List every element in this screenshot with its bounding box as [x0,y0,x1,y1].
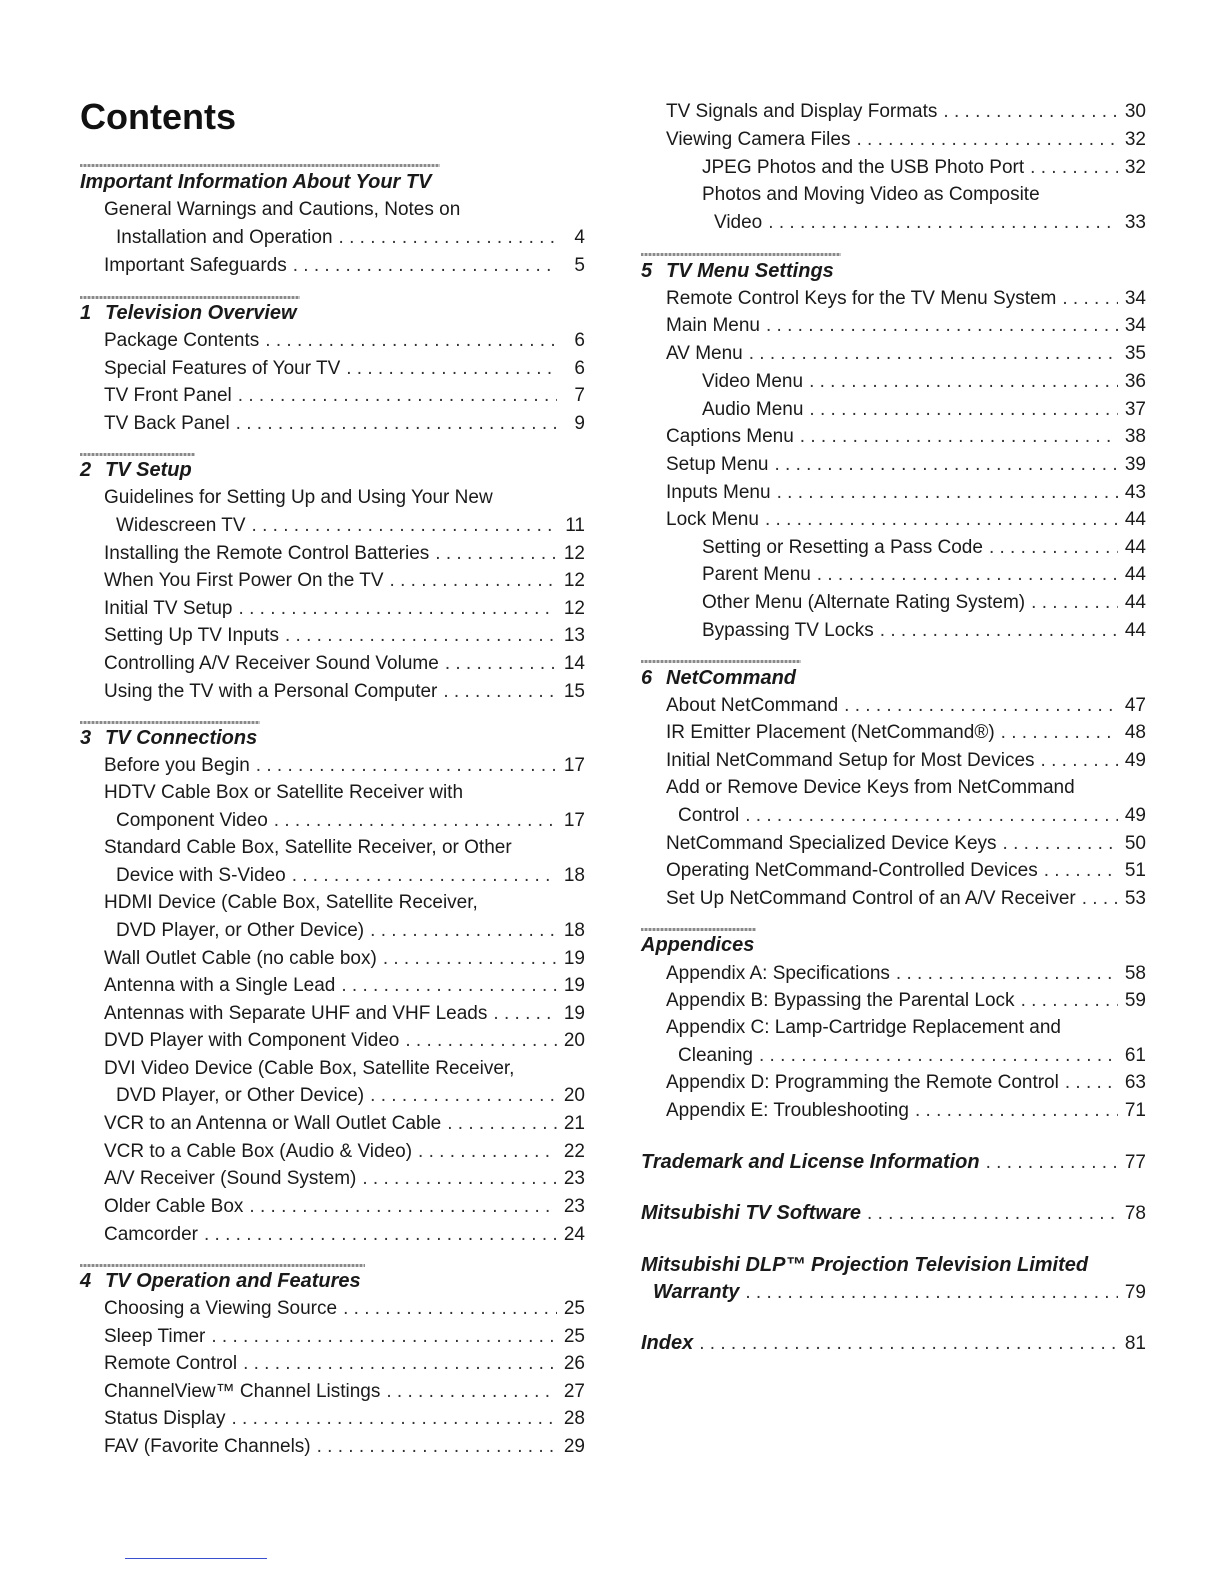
toc-entry[interactable]: Device with S-Video . . . 18 [116,863,585,889]
section-heading-television-overview[interactable]: 1 Television Overview [80,302,297,324]
toc-entry[interactable]: FAV (Favorite Channels) . . . 29 [104,1434,585,1460]
section-heading-netcommand[interactable]: 6 NetCommand [641,667,797,689]
toc-entry[interactable]: Appendix A: Specifications . . . 58 [666,961,1146,987]
toc-entry[interactable]: TV Back Panel . . . 9 [104,411,585,437]
toc-entry[interactable]: Guidelines for Setting Up and Using Your New [104,487,493,508]
toc-entry[interactable]: Viewing Camera Files . . . 32 [666,127,1146,153]
toc-entry[interactable]: A/V Receiver (Sound System) . . . 23 [104,1166,585,1192]
toc-entry[interactable]: AV Menu . . . 35 [666,341,1146,367]
toc-entry[interactable]: Special Features of Your TV . . . 6 [104,356,585,382]
toc-entry[interactable]: HDMI Device (Cable Box, Satellite Receiver, [104,892,478,913]
toc-entry[interactable]: Video Menu . . . 36 [702,369,1146,395]
toc-entry[interactable]: VCR to an Antenna or Wall Outlet Cable . . . 21 [104,1111,585,1137]
toc-entry[interactable]: Camcorder . . . 24 [104,1222,585,1248]
toc-entry[interactable]: JPEG Photos and the USB Photo Port . . . 32 [702,155,1146,181]
toc-entry[interactable]: Photos and Moving Video as Composite [702,184,1040,205]
toc-entry[interactable]: Older Cable Box . . . 23 [104,1194,585,1220]
section-heading-tv-menu-settings[interactable]: 5 TV Menu Settings [641,260,834,282]
toc-entry[interactable]: Other Menu (Alternate Rating System) . . . 44 [702,590,1146,616]
section-divider [80,296,300,299]
toc-entry[interactable]: Initial NetCommand Setup for Most Devices . . . 49 [666,748,1146,774]
toc-entry[interactable]: Standard Cable Box, Satellite Receiver, or Other [104,837,512,858]
toc-entry[interactable]: Setting Up TV Inputs . . . 13 [104,623,585,649]
toc-entry[interactable]: Setting or Resetting a Pass Code . . . 44 [702,535,1146,561]
toc-entry[interactable]: Appendix D: Programming the Remote Control . . . 63 [666,1070,1146,1096]
section-divider [641,253,841,256]
section-divider [80,453,195,456]
toc-entry[interactable]: Setup Menu . . . 39 [666,452,1146,478]
toc-entry[interactable]: Widescreen TV . . . 11 [116,513,585,539]
toc-entry[interactable]: Installing the Remote Control Batteries . . . 12 [104,541,585,567]
section-heading-appendices[interactable]: Appendices [641,934,755,956]
toc-entry[interactable]: Control . . . 49 [678,803,1146,829]
toc-entry[interactable]: Appendix E: Troubleshooting . . . 71 [666,1098,1146,1124]
toc-entry[interactable]: Antennas with Separate UHF and VHF Leads . . . 19 [104,1001,585,1027]
toc-entry[interactable]: Component Video . . . 17 [116,808,585,834]
toc-entry[interactable]: DVD Player, or Other Device) . . . 20 [116,1083,585,1109]
toc-entry[interactable]: Using the TV with a Personal Computer . . . 15 [104,679,585,705]
section-divider [641,928,756,931]
toc-entry[interactable]: General Warnings and Cautions, Notes on [104,199,461,220]
toc-entry[interactable]: DVD Player with Component Video . . . 20 [104,1028,585,1054]
toc-entry[interactable]: TV Signals and Display Formats . . . 30 [666,99,1146,125]
toc-entry[interactable]: Main Menu . . . 34 [666,313,1146,339]
toc-entry[interactable]: ChannelView™ Channel Listings . . . 27 [104,1379,585,1405]
toc-entry[interactable]: Parent Menu . . . 44 [702,562,1146,588]
toc-entry[interactable]: About NetCommand . . . 47 [666,693,1146,719]
toc-entry[interactable]: VCR to a Cable Box (Audio & Video) . . . 22 [104,1139,585,1165]
toc-entry[interactable]: Audio Menu . . . 37 [702,397,1146,423]
toc-entry[interactable]: Wall Outlet Cable (no cable box) . . . 19 [104,946,585,972]
page-title: Contents [80,96,236,137]
toc-entry-software[interactable]: Mitsubishi TV Software . . . 78 [641,1200,1146,1227]
toc-entry[interactable]: Remote Control Keys for the TV Menu System . . . 34 [666,286,1146,312]
section-divider [80,164,440,167]
toc-entry[interactable]: Cleaning . . . 61 [678,1043,1146,1069]
toc-entry[interactable]: Initial TV Setup . . . 12 [104,596,585,622]
toc-entry[interactable]: Before you Begin . . . 17 [104,753,585,779]
toc-entry[interactable]: NetCommand Specialized Device Keys . . . 50 [666,831,1146,857]
toc-entry[interactable]: Add or Remove Device Keys from NetCommand [666,777,1075,798]
section-heading-tv-setup[interactable]: 2 TV Setup [80,459,192,481]
toc-entry[interactable]: Appendix C: Lamp-Cartridge Replacement and [666,1017,1061,1038]
toc-entry[interactable]: Operating NetCommand-Controlled Devices . . . 51 [666,858,1146,884]
section-divider [80,1264,365,1267]
section-heading-tv-connections[interactable]: 3 TV Connections [80,727,258,749]
toc-entry[interactable]: TV Front Panel . . . 7 [104,383,585,409]
toc-entry[interactable]: Choosing a Viewing Source . . . 25 [104,1296,585,1322]
toc-entry[interactable]: Package Contents . . . 6 [104,328,585,354]
toc-entry[interactable]: Controlling A/V Receiver Sound Volume . . . 14 [104,651,585,677]
section-heading-important-info[interactable] [80,169,585,195]
section-heading-tv-operation[interactable]: 4 TV Operation and Features [80,1270,361,1292]
toc-entry[interactable]: Set Up NetCommand Control of an A/V Receiver . . . 53 [666,886,1146,912]
toc-entry[interactable]: Sleep Timer . . . 25 [104,1324,585,1350]
toc-entry[interactable]: Remote Control . . . 26 [104,1351,585,1377]
toc-entry[interactable]: Captions Menu . . . 38 [666,424,1146,450]
toc-entry[interactable]: Lock Menu . . . 44 [666,507,1146,533]
section-divider [641,660,801,663]
toc-entry-index[interactable]: Index . . . 81 [641,1330,1146,1357]
toc-entry[interactable]: DVI Video Device (Cable Box, Satellite Receiver, [104,1058,515,1079]
toc-entry[interactable]: Video . . . 33 [714,210,1146,236]
toc-entry[interactable]: Inputs Menu . . . 43 [666,480,1146,506]
section-divider [80,721,260,724]
footer-rule [125,1558,267,1559]
toc-entry-warranty[interactable]: Mitsubishi DLP™ Projection Television Limited [641,1254,1089,1276]
toc-entry[interactable]: Status Display . . . 28 [104,1406,585,1432]
section-title: Important Information About Your TV [80,171,432,193]
toc-entry[interactable]: IR Emitter Placement (NetCommand®) . . . 48 [666,720,1146,746]
toc-entry[interactable]: Appendix B: Bypassing the Parental Lock . . . 59 [666,988,1146,1014]
toc-entry[interactable]: Important Safeguards . . . 5 [104,253,585,279]
toc-entry-trademark[interactable]: Trademark and License Information . . . 77 [641,1149,1146,1176]
toc-entry[interactable]: Bypassing TV Locks . . . 44 [702,618,1146,644]
toc-entry[interactable]: HDTV Cable Box or Satellite Receiver with [104,782,464,803]
toc-entry[interactable]: DVD Player, or Other Device) . . . 18 [116,918,585,944]
toc-entry[interactable]: Antenna with a Single Lead . . . 19 [104,973,585,999]
toc-entry-warranty-cont[interactable]: Warranty . . . 79 [653,1279,1146,1306]
toc-entry[interactable]: Installation and Operation . . . 4 [116,225,585,251]
toc-entry[interactable]: When You First Power On the TV . . . 12 [104,568,585,594]
